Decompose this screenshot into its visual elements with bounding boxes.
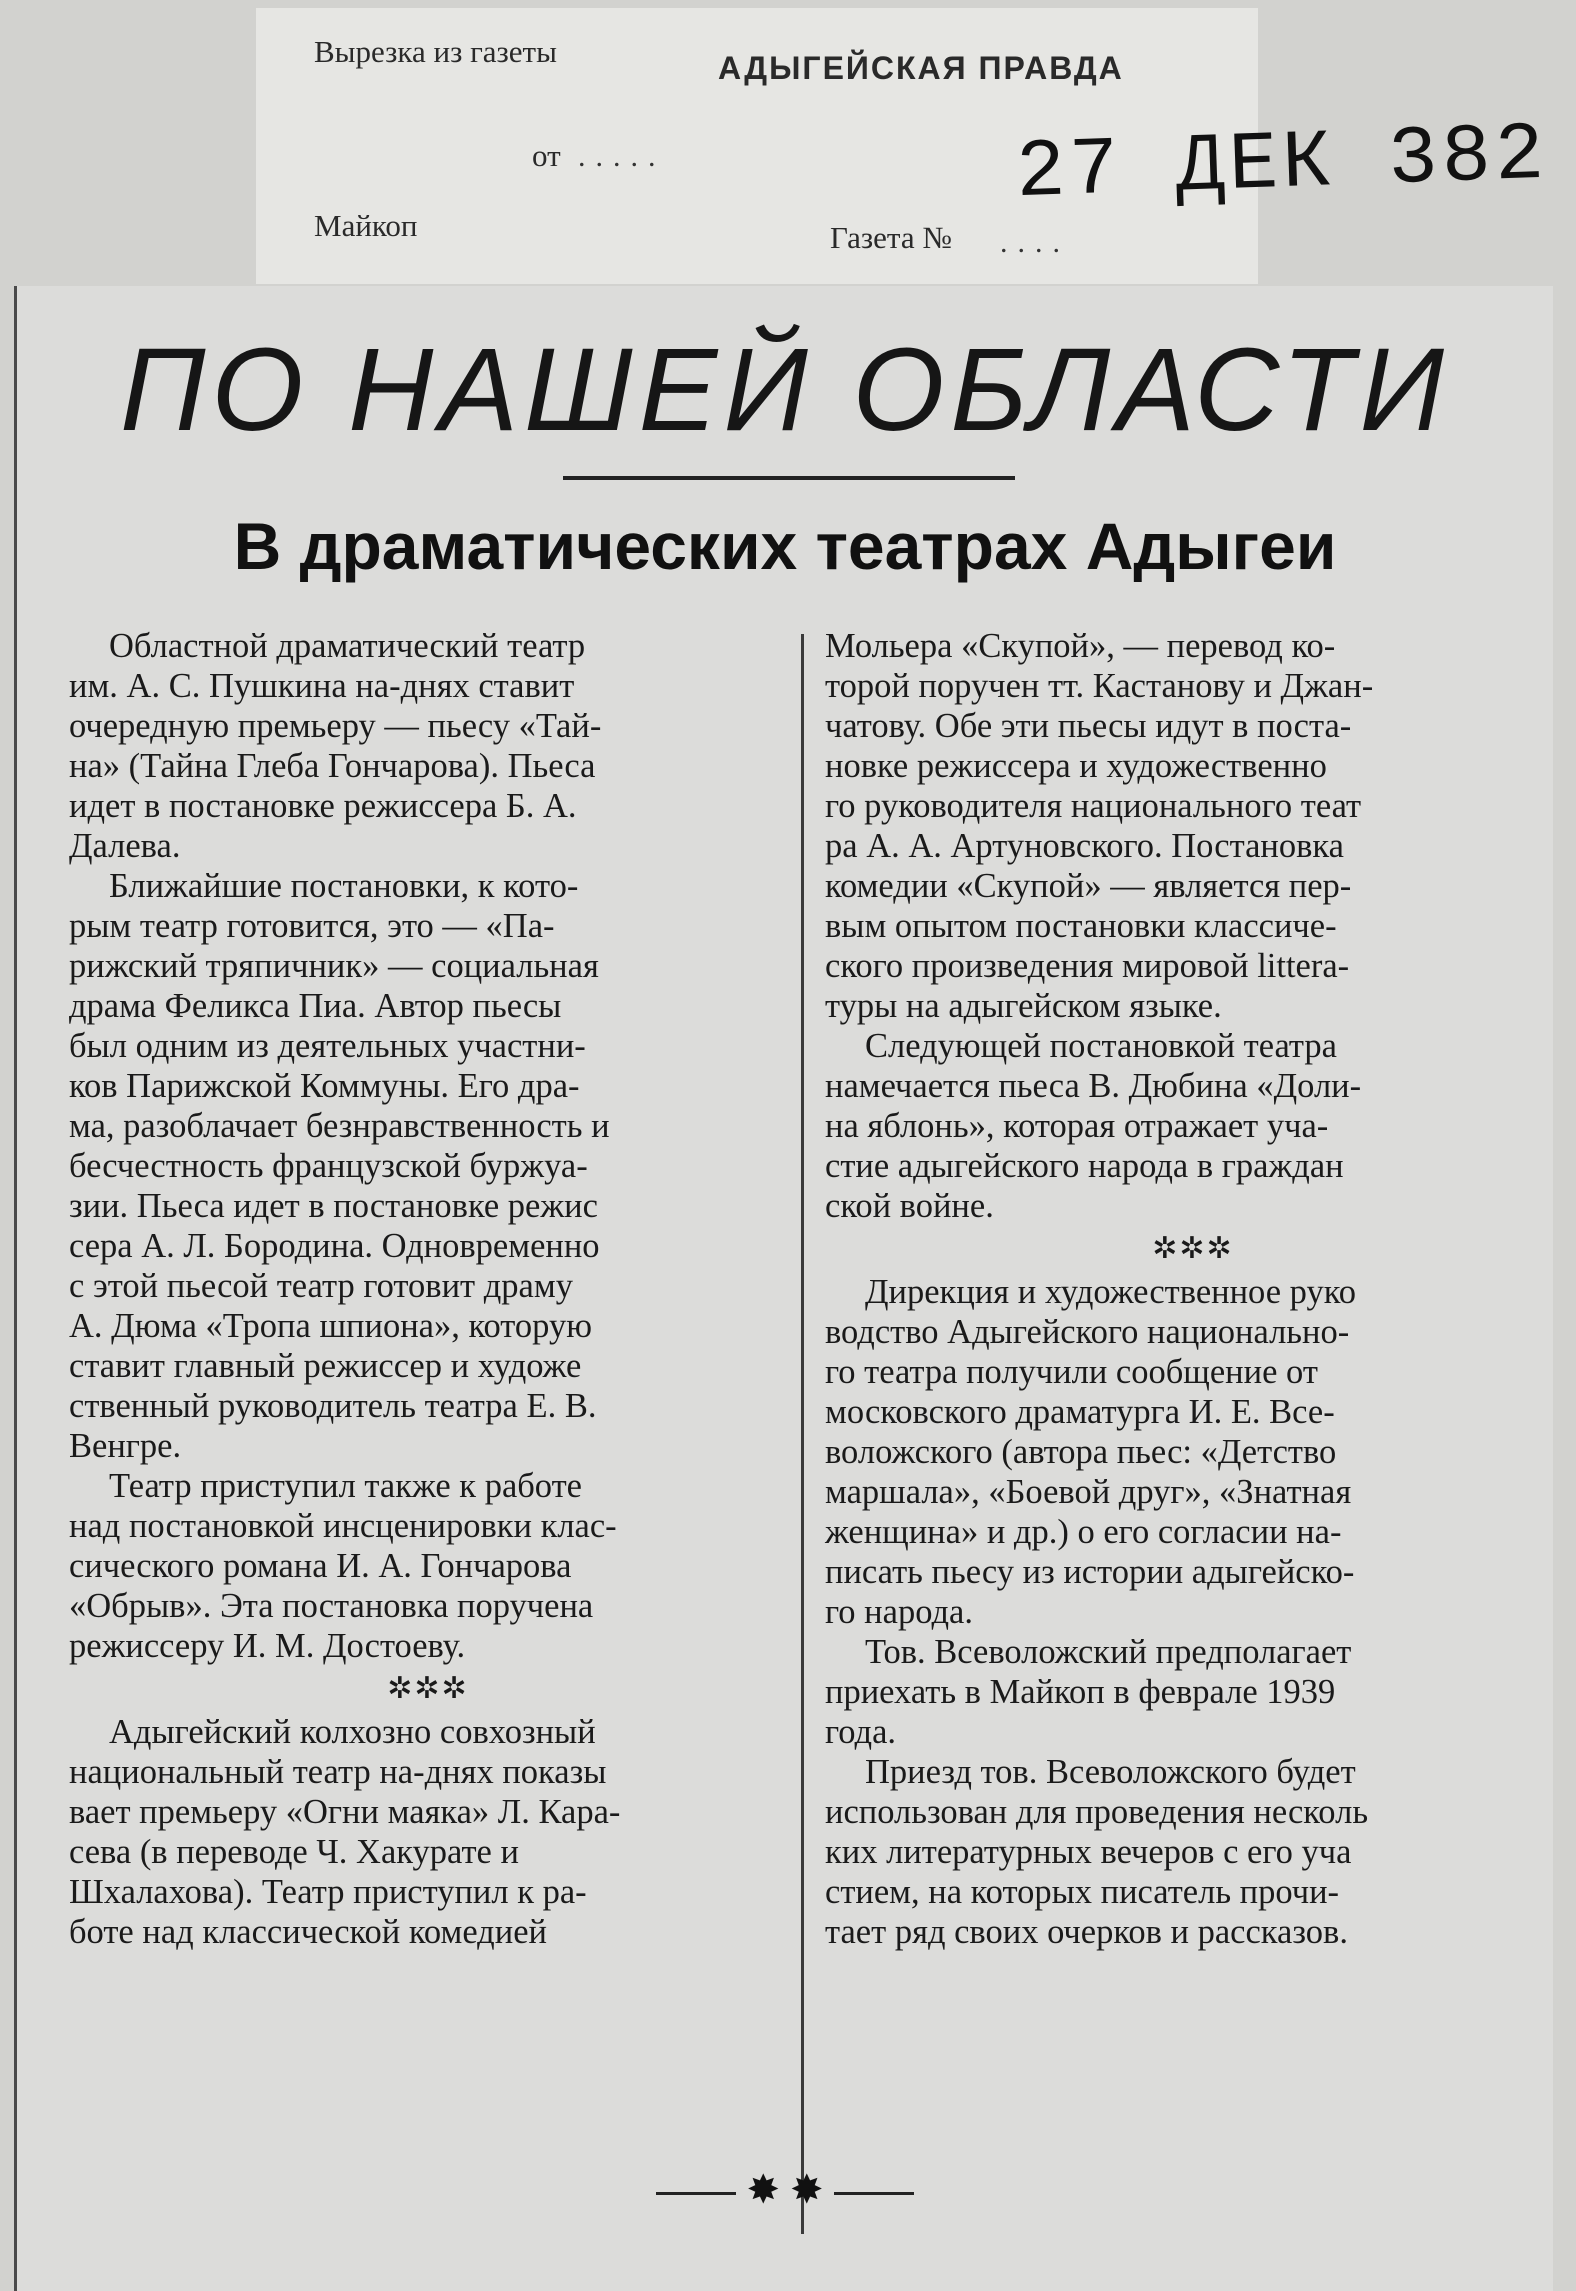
- section-separator: ✲✲✲: [1152, 1232, 1234, 1265]
- text-line: водство Адыгейского национально-: [825, 1313, 1350, 1351]
- text-line: идет в постановке режиссера Б. А.: [69, 787, 577, 825]
- text-line: чатову. Обе эти пьесы идут в поста-: [825, 707, 1352, 745]
- city-label: Майкоп: [314, 208, 418, 243]
- from-label: от: [532, 138, 561, 173]
- text-line: маршала», «Боевой друг», «Знатная: [825, 1473, 1352, 1511]
- text-line: Областной драматический театр: [109, 627, 586, 665]
- cut-from-label: Вырезка из газеты: [314, 34, 557, 69]
- text-line: с этой пьесой театр готовит драму: [69, 1267, 573, 1305]
- text-line: московского драматурга И. Е. Все-: [825, 1393, 1335, 1431]
- newspaper-clipping: [14, 286, 1553, 2291]
- text-line: рижский тряпичник» — социальная: [69, 947, 599, 985]
- text-line: Театр приступил также к работе: [109, 1467, 582, 1505]
- text-line: ких литературных вечеров с его уча: [825, 1833, 1352, 1871]
- section-separator: ✲✲✲: [387, 1672, 469, 1705]
- right-column: [825, 626, 1561, 1952]
- text-line: очередную премьеру — пьесу «Тай-: [69, 707, 602, 745]
- issue-dots: ....: [1000, 226, 1070, 259]
- end-ornament: [17, 2166, 1553, 2213]
- text-line: им. А. С. Пушкина на-днях ставит: [69, 667, 575, 705]
- text-line: ской войне.: [825, 1187, 994, 1225]
- heading-rule: [563, 476, 1015, 480]
- date-stamp: 27 ДЕК 382: [1014, 108, 1550, 221]
- text-line: Венгре.: [69, 1427, 182, 1465]
- text-line: писать пьесу из истории адыгейско-: [825, 1553, 1355, 1591]
- column-divider: [801, 634, 804, 2234]
- ornament-stars: ✸ ✸: [746, 2167, 824, 2212]
- text-line: Дирекция и художественное руко: [865, 1273, 1356, 1311]
- text-line: Приезд тов. Всеволожского будет: [865, 1753, 1356, 1791]
- text-line: женщина» и др.) о его согласии на-: [825, 1513, 1342, 1551]
- text-line: торой поручен тт. Кастанову и Джан-: [825, 667, 1374, 705]
- text-line: стие адыгейского народа в граждан: [825, 1147, 1344, 1185]
- text-line: комедии «Скупой» — является пер-: [825, 867, 1352, 905]
- text-line: Тов. Всеволожский предполагает: [865, 1633, 1352, 1671]
- text-line: намечается пьеса В. Дюбина «Доли-: [825, 1067, 1362, 1105]
- text-line: стием, на которых писатель прочи-: [825, 1873, 1340, 1911]
- text-line: на яблонь», которая отражает уча-: [825, 1107, 1329, 1145]
- text-line: на» (Тайна Глеба Гончарова). Пьеса: [69, 747, 596, 785]
- text-line: драма Феликса Пиа. Автор пьесы: [69, 987, 562, 1025]
- text-line: сера А. Л. Бородина. Одновременно: [69, 1227, 600, 1265]
- text-line: зии. Пьеса идет в постановке режис: [69, 1187, 598, 1225]
- text-line: го народа.: [825, 1593, 973, 1631]
- text-line: сева (в переводе Ч. Хакурате и: [69, 1833, 519, 1871]
- newspaper-name: АДЫГЕЙСКАЯ ПРАВДА: [718, 50, 1124, 86]
- text-line: новке режиссера и художественно: [825, 747, 1327, 785]
- text-line: Следующей постановкой театра: [865, 1027, 1337, 1065]
- text-line: Шхалахова). Театр приступил к ра-: [69, 1873, 587, 1911]
- text-line: был одним из деятельных участни-: [69, 1027, 586, 1065]
- text-line: тает ряд своих очерков и рассказов.: [825, 1913, 1348, 1951]
- text-line: ра А. А. Артуновского. Постановка: [825, 827, 1344, 865]
- ornament-rule: [834, 2192, 914, 2195]
- text-line: «Обрыв». Эта постановка поручена: [69, 1587, 594, 1625]
- text-line: го театра получили сообщение от: [825, 1353, 1318, 1391]
- text-line: Ближайшие постановки, к кото-: [109, 867, 579, 905]
- issue-label: Газета №: [830, 220, 952, 255]
- text-line: приехать в Майкоп в феврале 1939: [825, 1673, 1336, 1711]
- text-line: воложского (автора пьес: «Детство: [825, 1433, 1337, 1471]
- text-line: го руководителя национального теат: [825, 787, 1362, 825]
- text-line: вает премьеру «Огни маяка» Л. Кара-: [69, 1793, 621, 1831]
- text-line: вым опытом постановки классиче-: [825, 907, 1337, 945]
- ornament-rule: [656, 2192, 736, 2195]
- text-line: года.: [825, 1713, 897, 1751]
- text-line: А. Дюма «Тропа шпиона», которую: [69, 1307, 592, 1345]
- text-line: боте над классической комедией: [69, 1913, 547, 1951]
- text-line: бесчестность французской буржуа-: [69, 1147, 588, 1185]
- left-column: [69, 626, 787, 1952]
- date-dots: .....: [578, 140, 666, 173]
- text-line: рым театр готовится, это — «Па-: [69, 907, 555, 945]
- text-line: ков Парижской Коммуны. Его дра-: [69, 1067, 580, 1105]
- text-line: ставит главный режиссер и художе: [69, 1347, 582, 1385]
- text-line: туры на адыгейском языке.: [825, 987, 1222, 1025]
- article-title: В драматических театрах Адыгеи: [233, 509, 1337, 583]
- text-line: Мольера «Скупой», — перевод ко-: [825, 627, 1336, 665]
- clipping-label: [256, 8, 1550, 284]
- text-line: режиссеру И. М. Достоеву.: [69, 1627, 466, 1665]
- text-line: ственный руководитель театра Е. В.: [69, 1387, 597, 1425]
- text-line: национальный театр на-днях показы: [69, 1753, 607, 1791]
- text-line: сического романа И. А. Гончарова: [69, 1547, 572, 1585]
- section-heading: ПО НАШЕЙ ОБЛАСТИ: [120, 324, 1450, 456]
- text-line: над постановкой инсценировки клас-: [69, 1507, 617, 1545]
- text-line: ского произведения мировой littera-: [825, 947, 1350, 985]
- text-line: использован для проведения несколь: [825, 1793, 1369, 1831]
- text-line: Далева.: [69, 827, 181, 865]
- text-line: ма, разоблачает безнравственность и: [69, 1107, 610, 1145]
- text-line: Адыгейский колхозно совхозный: [109, 1713, 596, 1751]
